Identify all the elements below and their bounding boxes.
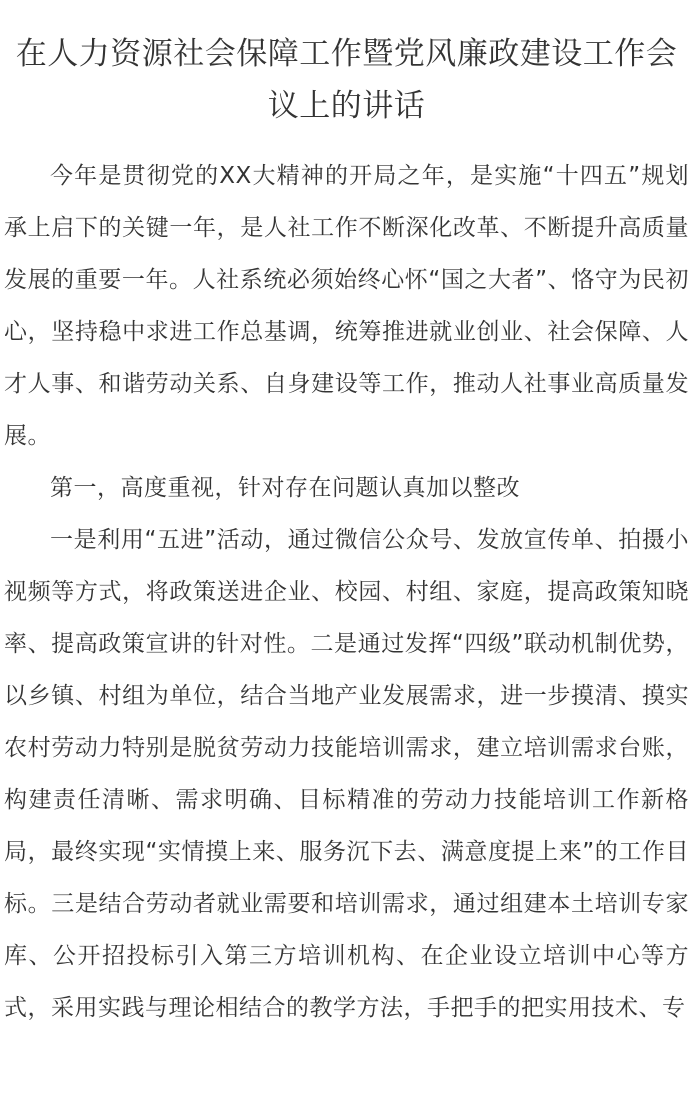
paragraph-intro: 今年是贯彻党的XX大精神的开局之年，是实施“十四五”规划承上启下的关键一年，是人社工作不断深化改革、不断提升高质量发展的重要一年。人社系统必须始终心怀“国之大者”、恪守为民初心，坚持稳中求进工作总基调，统筹推进就业创业、社会保障、人才人事、和谐劳动关系、自身建设等工作，推动人社事业高质量发展。 [4, 163, 689, 449]
paragraph-heading-first: 第一，高度重视，针对存在问题认真加以整改 [50, 475, 520, 501]
document-body [4, 150, 689, 1034]
paragraph-measures: 一是利用“五进”活动，通过微信公众号、发放宣传单、拍摄小视频等方式，将政策送进企业、校园、村组、家庭，提高政策知晓率、提高政策宣讲的针对性。二是通过发挥“四级”联动机制优势，以乡镇、村组为单位，结合当地产业发展需求，进一步摸清、摸实农村劳动力特别是脱贫劳动力技能培训需求，建立培训需求台账，构建责任清晰、需求明确、目标精准的劳动力技能培训工作新格局，最终实现“实情摸上来、服务沉下去、满意度提上来”的工作目标。三是结合劳动者就业需要和培训需求，通过组建本土培训专家库、公开招投标引入第三方培训机构、在企业设立培训中心等方式，采用实践与理论相结合的教学方法，手把手的把实用技术、专 [4, 527, 689, 1021]
document-title: 在人力资源社会保障工作暨党风廉政建设工作会议上的讲话 [15, 36, 678, 124]
